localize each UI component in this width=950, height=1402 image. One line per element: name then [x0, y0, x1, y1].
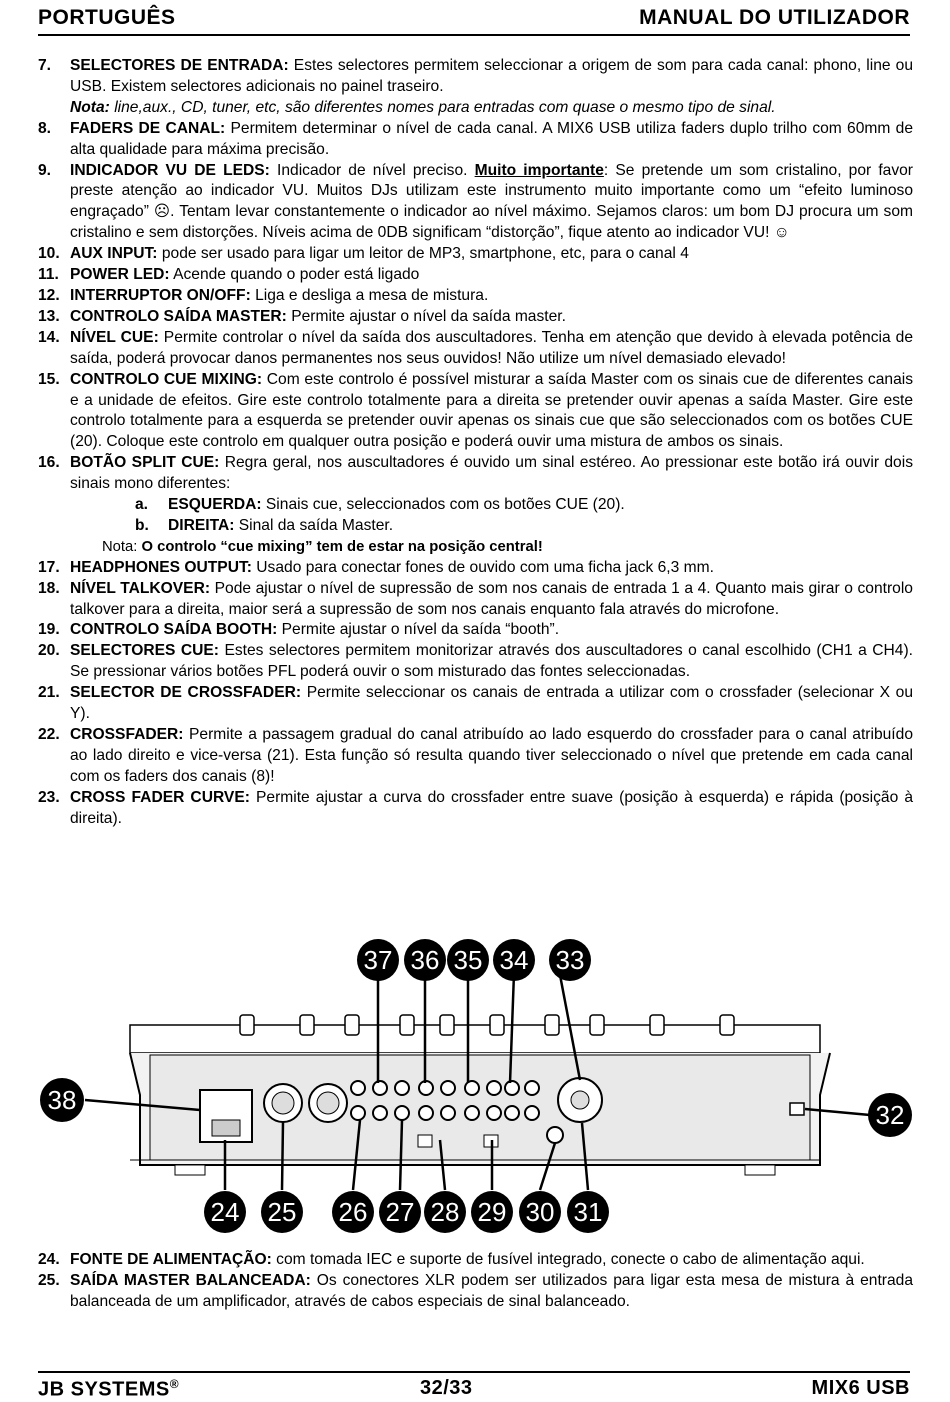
svg-text:32: 32: [875, 1100, 905, 1130]
callout-28: [424, 1191, 466, 1233]
rear-panel-diagram: [0, 935, 950, 1235]
svg-text:37: 37: [363, 945, 393, 975]
list-item: 23. CROSS FADER CURVE: Permite ajustar a curva do crossfader entre suave (posição à esquerda) e rápida (posição à direita).: [38, 788, 913, 827]
list-item: 25. SAÍDA MASTER BALANCEADA: Os conectores XLR podem ser utilizados para ligar esta mesa de mistura à entrada balanceada de um amplificador, através de cabos especiais de sinal balanceado.: [38, 1271, 913, 1310]
svg-text:25: 25: [267, 1197, 297, 1227]
list-item: 7. SELECTORES DE ENTRADA: Estes selectores permitem seleccionar a origem de som para cada canal: phono, line ou USB. Existem selectores adicionais no painel traseiro.: [38, 57, 913, 95]
note-line: Nota: line,aux., CD, tuner, etc, são diferentes nomes para entradas com quase o mesmo tipo de sinal.: [70, 98, 776, 116]
list-item: 17. HEADPHONES OUTPUT: Usado para conectar fones de ouvido com uma ficha jack 6,3 mm.: [38, 558, 714, 576]
list-item: 18. NÍVEL TALKOVER: Pode ajustar o nível de supressão de som nos canais de entrada 1 a 4. Quanto mais girar o controlo talkover para a direita, maior será a supressão de som nos canais enquanto fala através do microfone.: [38, 579, 913, 618]
page-footer: [38, 1371, 910, 1399]
callout-31: [567, 1191, 609, 1233]
list-item: 16. BOTÃO SPLIT CUE: Regra geral, nos auscultadores é ouvido um sinal estéreo. Ao pressionar este botão irá ouvir dois sinais mono diferentes:: [38, 454, 913, 493]
svg-text:24: 24: [210, 1197, 240, 1227]
callout-27: [379, 1191, 421, 1233]
sub-item: a. ESQUERDA: Sinais cue, seleccionados com os botões CUE (20).: [135, 496, 625, 514]
note-cue-mixing: Nota: O controlo “cue mixing” tem de estar na posição central!: [102, 538, 543, 555]
list-item: 19. CONTROLO SAÍDA BOOTH: Permite ajustar o nível da saída “booth”.: [38, 621, 560, 639]
svg-text:33: 33: [555, 945, 585, 975]
callout-30: [519, 1191, 561, 1233]
svg-text:28: 28: [430, 1197, 460, 1227]
list-item: 21. SELECTOR DE CROSSFADER: Permite seleccionar os canais de entrada a utilizar com o crossfader (selecionar X ou Y).: [38, 684, 913, 723]
svg-text:29: 29: [477, 1197, 507, 1227]
callout-25: [261, 1191, 303, 1233]
callout-38: [40, 1078, 84, 1122]
sub-item: b. DIREITA: Sinal da saída Master.: [135, 516, 394, 534]
footer-model: MIX6 USB: [811, 1377, 910, 1399]
list-item: 14. NÍVEL CUE: Permite controlar o nível da saída dos auscultadores. Tenha em atenção que devido à elevada potência de saída, poderá provocar danos permanentes nos seus ouvidos! Não utilize um nível demasiado elevado!: [38, 328, 914, 367]
svg-text:36: 36: [410, 945, 440, 975]
list-item: 12. INTERRUPTOR ON/OFF: Liga e desliga a mesa de mistura.: [38, 286, 489, 304]
header-manual-title: MANUAL DO UTILIZADOR: [639, 6, 910, 29]
svg-text:34: 34: [499, 945, 529, 975]
svg-text:35: 35: [453, 945, 483, 975]
document-body-bottom: [38, 1250, 913, 1313]
list-item: 9. INDICADOR VU DE LEDS: Indicador de nível preciso. Muito importante: Se pretende um som cristalino, por favor preste atenção ao indicador VU. Muitos DJs utilizam este instrumento muito importante como um “efeito luminoso engraçado” ☹. Tentam levar constantemente o indicador ao nível máximo. Sejamos claros: um bom DJ procura um som cristalino e sem distorções. Níveis acima de 0DB significam “distorção”, fique atento ao indicador VU! ☺: [38, 161, 913, 242]
list-item: 8. FADERS DE CANAL: Permitem determinar o nível de cada canal. A MIX6 USB utiliza faders duplo trilho com 60mm de alta qualidade para máxima precisão.: [38, 119, 913, 158]
list-item: 15. CONTROLO CUE MIXING: Com este controlo é possível misturar a saída Master com os sinais cue de diferentes canais e a unidade de efeitos. Gire este controlo totalmente para a direita se pretender ouvir apenas a saída Master. Gire este controlo totalmente para a esquerda se pretender ouvir apenas os sinais cue que são seleccionados com os botões CUE (20). Coloque este controlo em qualquer outra posição e poderá ouvir uma mistura de ambos os sinais.: [38, 370, 914, 451]
mixer-rear-panel: [130, 1015, 830, 1175]
header-language: PORTUGUÊS: [38, 6, 176, 29]
important-label: Muito importante: [474, 161, 604, 179]
svg-text:30: 30: [525, 1197, 555, 1227]
svg-text:27: 27: [385, 1197, 415, 1227]
callout-35: [447, 939, 489, 981]
page-header: [38, 4, 910, 36]
svg-text:26: 26: [338, 1197, 368, 1227]
list-item: 10. AUX INPUT: pode ser usado para ligar um leitor de MP3, smartphone, etc, para o canal 4: [38, 245, 689, 263]
callout-32: [868, 1093, 912, 1137]
list-item: 22. CROSSFADER: Permite a passagem gradual do canal atribuído ao lado esquerdo do crossfader para o canal atribuído ao lado direito e vice-versa (21). Esta função só resulta quando tiver seleccionado o nível que pretende em cada canal com os faders dos canais (8)!: [38, 726, 913, 785]
list-item: 13. CONTROLO SAÍDA MASTER: Permite ajustar o nível da saída master.: [38, 307, 566, 325]
callout-33: [549, 939, 591, 981]
list-item: 11. POWER LED: Acende quando o poder está ligado: [38, 266, 420, 284]
svg-text:31: 31: [573, 1197, 603, 1227]
callout-34: [493, 939, 535, 981]
callout-36: [404, 939, 446, 981]
footer-brand: JB SYSTEMS®: [38, 1377, 180, 1401]
callout-29: [471, 1191, 513, 1233]
callout-24: [204, 1191, 246, 1233]
list-item: 24. FONTE DE ALIMENTAÇÃO: com tomada IEC e suporte de fusível integrado, conecte o cabo de alimentação aqui.: [38, 1251, 865, 1268]
svg-text:38: 38: [47, 1085, 77, 1115]
list-item: 20. SELECTORES CUE: Estes selectores permitem monitorizar através dos auscultadores o canal escolhido (CH1 a CH4). Se pressionar vários botões PFL poderá ouvir o som misturado das fontes seleccionadas.: [38, 642, 913, 681]
document-body-top: [38, 56, 913, 830]
callout-37: [357, 939, 399, 981]
page-number: 32/33: [420, 1377, 473, 1399]
callout-26: [332, 1191, 374, 1233]
